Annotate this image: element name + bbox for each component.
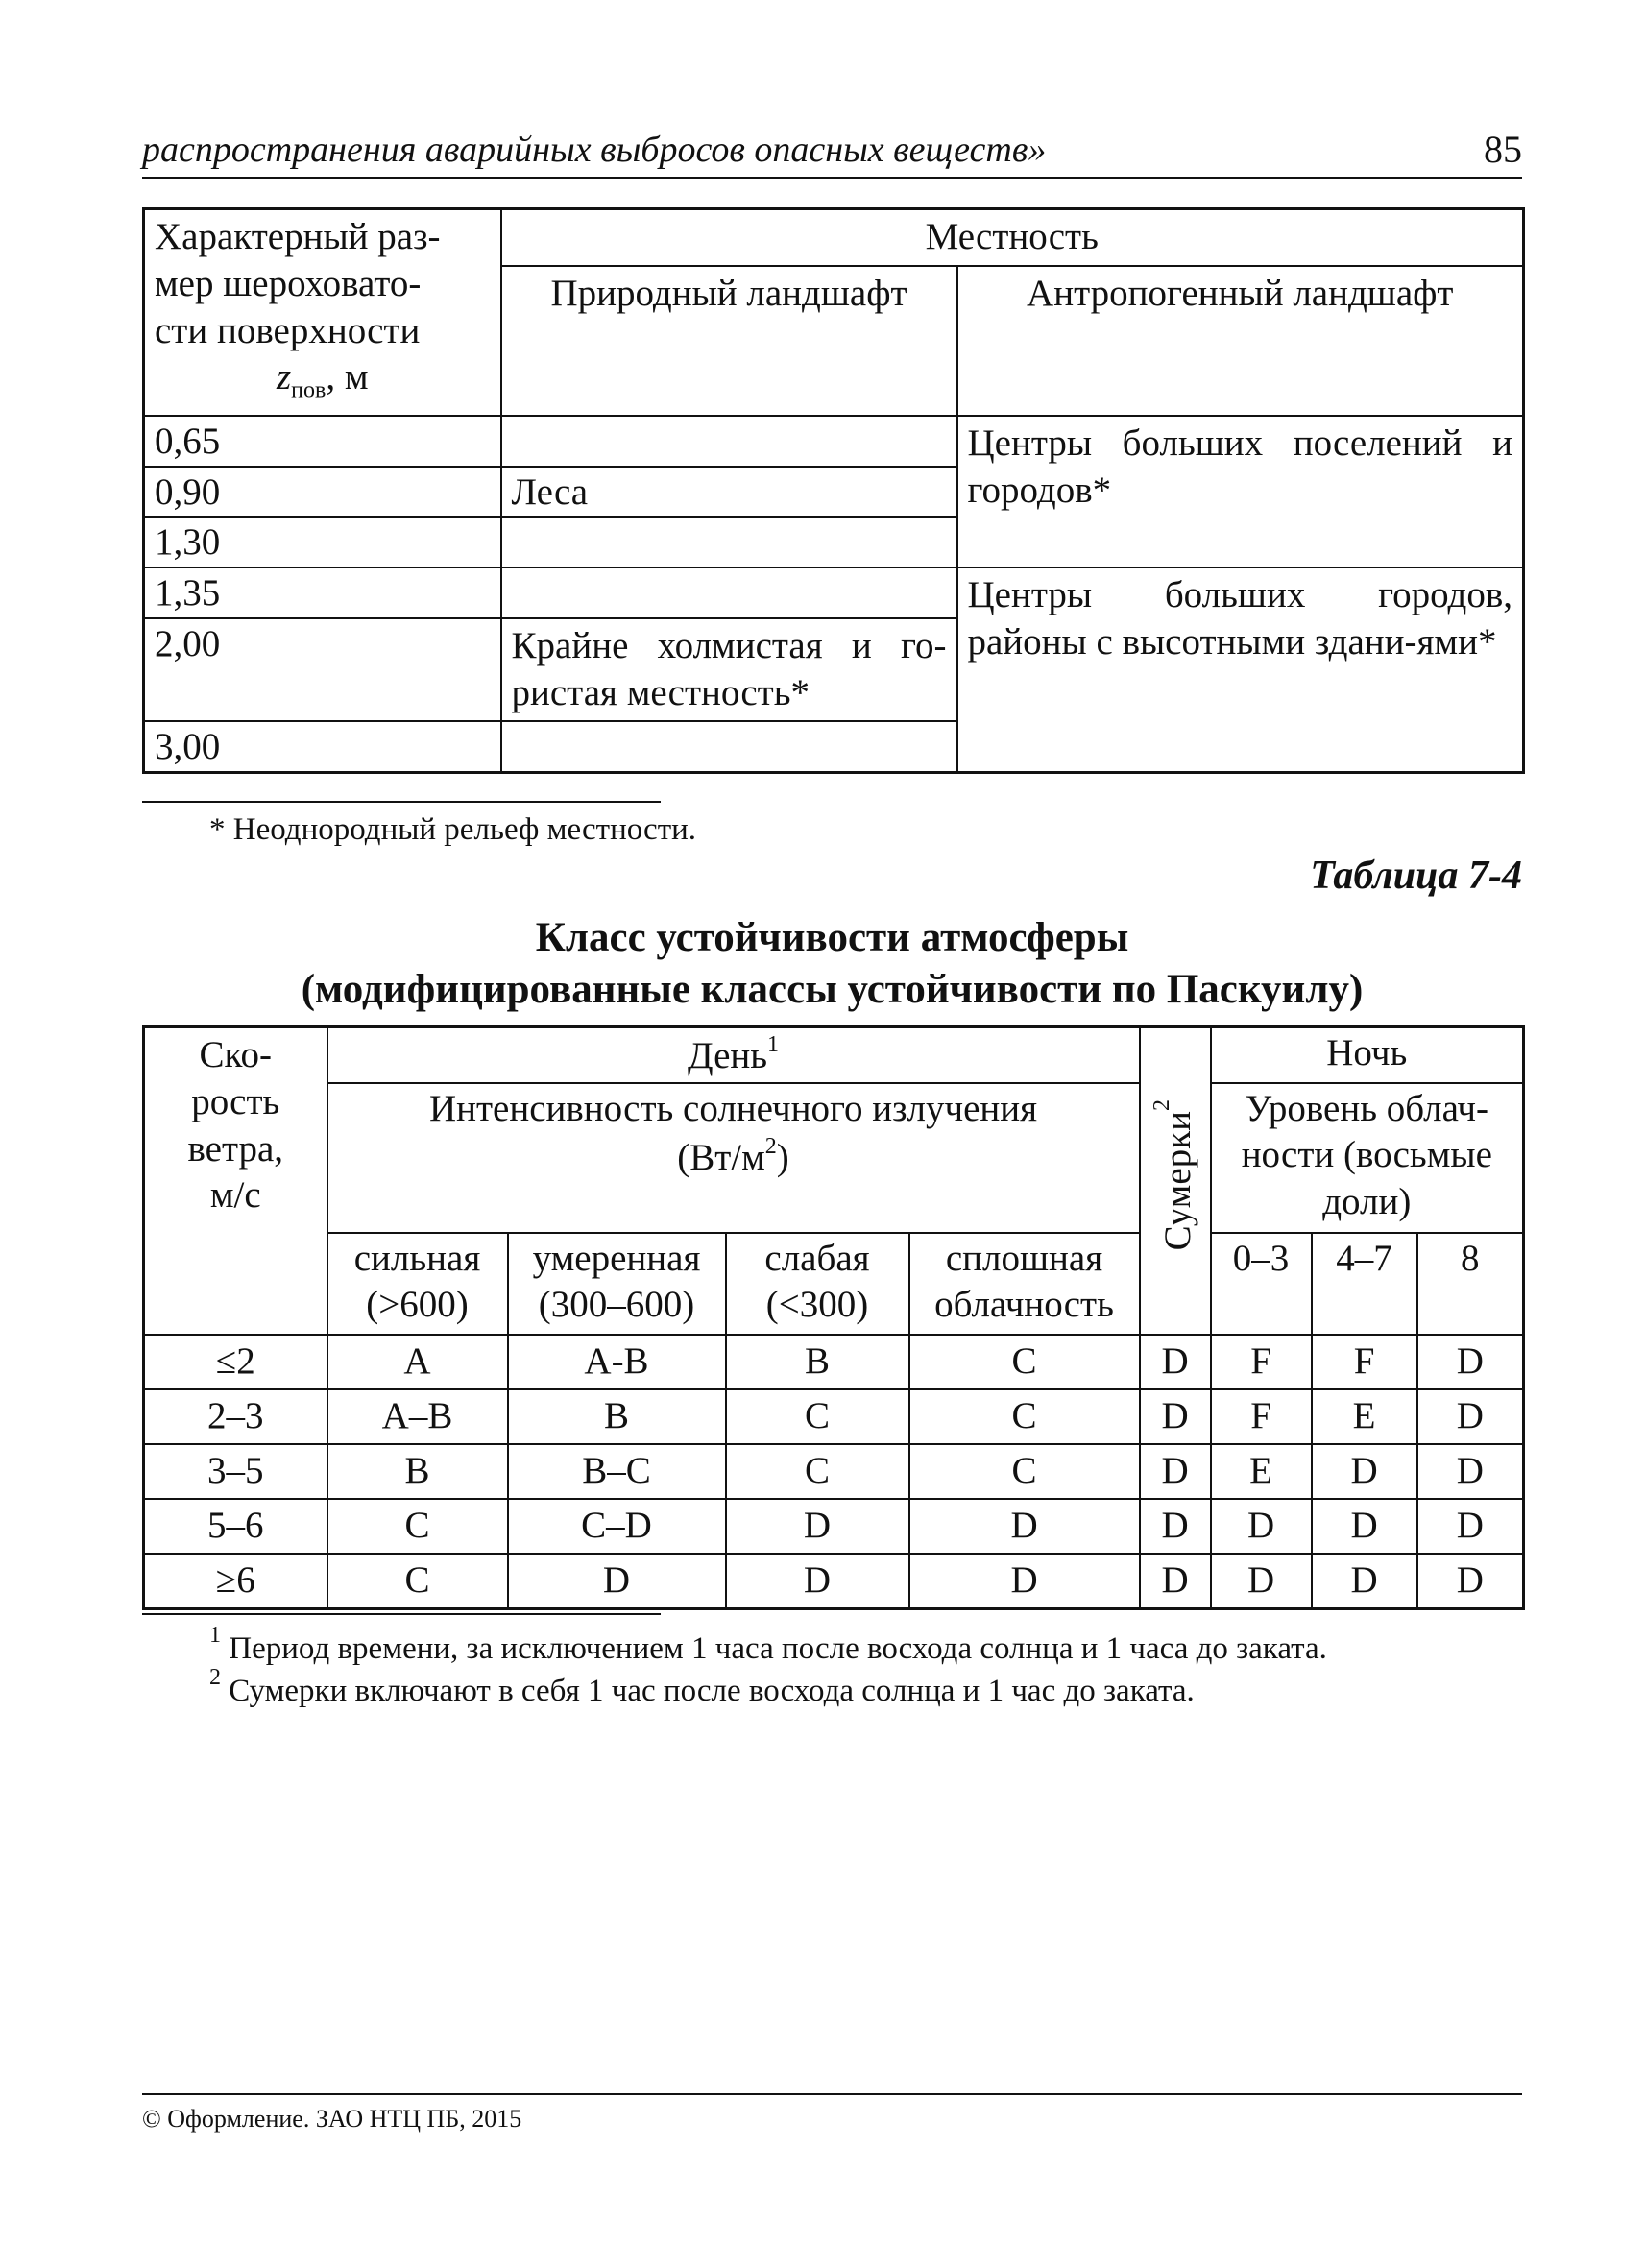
roughness-header-cell — [144, 209, 501, 416]
class-cell: D — [1312, 1444, 1417, 1499]
copyright-notice: © Оформление. ЗАО НТЦ ПБ, 2015 — [142, 2105, 522, 2133]
night-col-4-7: 4–7 — [1312, 1233, 1417, 1335]
night-col-0-3: 0–3 — [1211, 1233, 1312, 1335]
terrain-group-header: Местность — [501, 209, 1524, 266]
class-cell: B–C — [508, 1444, 726, 1499]
running-header — [142, 123, 1522, 179]
class-cell: D — [909, 1499, 1140, 1554]
roughness-header-line: Характерный раз- — [155, 216, 441, 257]
class-cell: D — [1312, 1554, 1417, 1609]
day-col-strong: сильная (>600) — [327, 1233, 508, 1335]
day-header: День$^1$ — [327, 1027, 1140, 1083]
cloud-header-line: доли) — [1322, 1181, 1412, 1223]
wind-speed-cell: 3–5 — [144, 1444, 327, 1499]
radiation-header-line2: $(Вт/м^2)$ — [677, 1134, 789, 1179]
natural-landscape-header: Природный ландшафт — [501, 266, 957, 416]
roughness-value: 3,00 — [144, 721, 501, 772]
table-row — [144, 1335, 1524, 1389]
wind-speed-cell: ≥6 — [144, 1554, 327, 1609]
wind-header-line: рость — [191, 1080, 280, 1122]
natural-cell — [501, 721, 957, 772]
class-cell: B — [508, 1389, 726, 1444]
roughness-value: 2,00 — [144, 618, 501, 722]
stability-class-table — [142, 1025, 1525, 1610]
wind-header-line: Ско- — [199, 1034, 272, 1075]
class-cell: D — [1140, 1335, 1211, 1389]
roughness-value: 1,35 — [144, 567, 501, 618]
anthropogenic-landscape-header: Антропогенный ландшафт — [957, 266, 1524, 416]
roughness-value: 0,90 — [144, 467, 501, 518]
roughness-symbol: $z_{пов}$, м — [276, 356, 369, 403]
class-cell: D — [1417, 1499, 1524, 1554]
class-cell: C–D — [508, 1499, 726, 1554]
table-label: Таблица 7-4 — [1310, 854, 1522, 898]
class-cell: C — [909, 1335, 1140, 1389]
class-cell: F — [1312, 1335, 1417, 1389]
wind-header-line: ветра, — [187, 1127, 284, 1170]
twilight-label: Сумерки$^2$ — [1149, 1098, 1199, 1251]
anthropogenic-cell: Центры больших городов, районы с высотными здани-ями* — [957, 567, 1524, 773]
class-cell: D — [1211, 1499, 1312, 1554]
class-cell: D — [1417, 1554, 1524, 1609]
class-cell: C — [909, 1444, 1140, 1499]
wind-speed-cell: 2–3 — [144, 1389, 327, 1444]
natural-cell: Леса — [501, 467, 957, 518]
cloud-cover-header — [1211, 1083, 1524, 1233]
class-cell: F — [1211, 1335, 1312, 1389]
table-caption-line2: (модифицированные классы устойчивости по Паскуилу) — [301, 967, 1364, 1012]
wind-speed-header — [144, 1027, 327, 1335]
night-header: Ночь — [1211, 1027, 1524, 1083]
class-cell: B — [327, 1444, 508, 1499]
natural-cell — [501, 517, 957, 567]
class-cell: F — [1211, 1389, 1312, 1444]
anthropogenic-cell: Центры больших поселений и городов* — [957, 416, 1524, 567]
class-cell: D — [726, 1554, 909, 1609]
class-cell: B — [726, 1335, 909, 1389]
radiation-header — [327, 1083, 1140, 1233]
class-cell: A-B — [508, 1335, 726, 1389]
wind-speed-cell: ≤2 — [144, 1335, 327, 1389]
table-row — [144, 1554, 1524, 1609]
roughness-table — [142, 207, 1525, 774]
wind-speed-cell: 5–6 — [144, 1499, 327, 1554]
cloud-header-line: Уровень облач- — [1245, 1087, 1488, 1129]
table-row — [144, 1389, 1524, 1444]
natural-cell — [501, 567, 957, 618]
day-col-overcast: сплошная облачность — [909, 1233, 1140, 1335]
table2-footnote-1: $^1$ Период времени, за исключением 1 часа после восхода солнца и 1 часа до заката. — [209, 1623, 1327, 1666]
natural-cell — [501, 416, 957, 467]
class-cell: C — [327, 1499, 508, 1554]
class-cell: E — [1312, 1389, 1417, 1444]
roughness-header-line: мер шероховато- — [155, 262, 422, 304]
roughness-value: 1,30 — [144, 517, 501, 567]
table-row — [144, 1444, 1524, 1499]
class-cell: C — [909, 1389, 1140, 1444]
roughness-value: 0,65 — [144, 416, 501, 467]
table-row — [144, 1499, 1524, 1554]
class-cell: C — [726, 1444, 909, 1499]
table1-footnote: * Неоднородный рельеф местности. — [209, 812, 697, 847]
page-number: 85 — [1484, 128, 1522, 171]
class-cell: D — [1140, 1499, 1211, 1554]
class-cell: C — [726, 1389, 909, 1444]
class-cell: D — [1312, 1499, 1417, 1554]
class-cell: D — [1211, 1554, 1312, 1609]
class-cell: A — [327, 1335, 508, 1389]
night-col-8: 8 — [1417, 1233, 1524, 1335]
class-cell: E — [1211, 1444, 1312, 1499]
footnote-rule — [142, 801, 661, 803]
table2-footnote-2: $^2$ Сумерки включают в себя 1 час после восхода солнца и 1 час до заката. — [209, 1665, 1195, 1708]
class-cell: D — [508, 1554, 726, 1609]
roughness-header-line: сти поверхности — [155, 309, 421, 351]
class-cell: D — [1417, 1335, 1524, 1389]
footer-rule — [142, 2093, 1522, 2095]
wind-header-line: м/с — [209, 1174, 261, 1217]
radiation-header-line1: Интенсивность солнечного излучения — [428, 1087, 1038, 1129]
cloud-header-line: ности (восьмые — [1241, 1134, 1492, 1176]
class-cell: D — [1417, 1389, 1524, 1444]
running-header-title: распространения аварийных выбросов опасных веществ» — [142, 130, 1047, 170]
class-cell: A–B — [327, 1389, 508, 1444]
day-col-weak: слабая (<300) — [726, 1233, 909, 1335]
class-cell: D — [1140, 1389, 1211, 1444]
class-cell: D — [1140, 1444, 1211, 1499]
class-cell: C — [327, 1554, 508, 1609]
class-cell: D — [1417, 1444, 1524, 1499]
twilight-header — [1140, 1027, 1211, 1335]
class-cell: D — [909, 1554, 1140, 1609]
class-cell: D — [726, 1499, 909, 1554]
footnote-rule — [142, 1613, 661, 1615]
natural-cell: Крайне холмистая и го-ристая местность* — [501, 618, 957, 722]
table-caption-line1: Класс устойчивости атмосферы — [535, 915, 1129, 960]
day-col-moderate: умеренная (300–600) — [508, 1233, 726, 1335]
class-cell: D — [1140, 1554, 1211, 1609]
